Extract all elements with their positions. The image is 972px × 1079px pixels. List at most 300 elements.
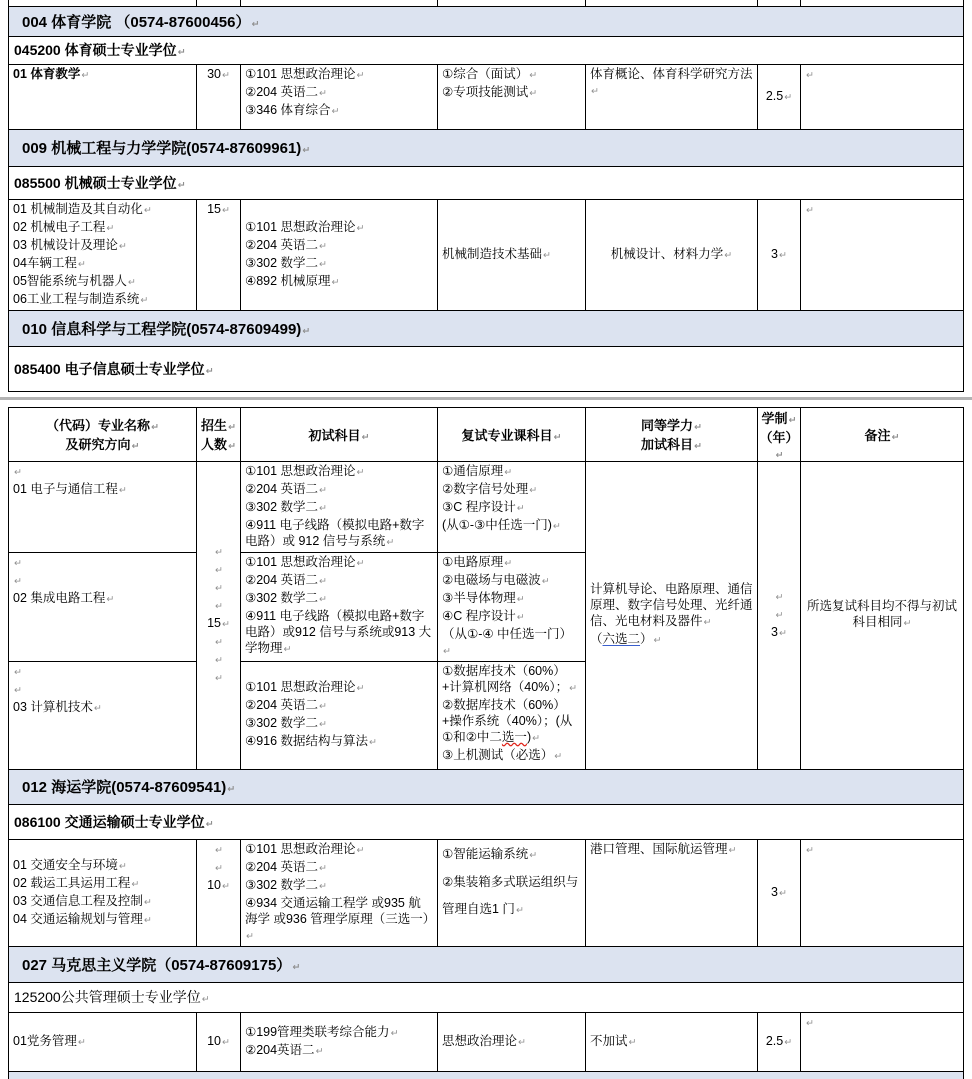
pilcrow-mark: ↵ (215, 547, 223, 558)
cell-text: ①101 思想政治理论 (245, 464, 356, 478)
cell-additional-exams (586, 839, 758, 946)
pilcrow-mark: ↵ (504, 467, 512, 478)
pilcrow-mark: ↵ (369, 737, 377, 748)
cell-line (442, 697, 581, 747)
pilcrow-mark: ↵ (319, 719, 327, 730)
cell-program (9, 552, 197, 661)
pilcrow-mark: ↵ (222, 619, 230, 630)
cell-text: 03 交通信息工程及控制 (13, 894, 143, 908)
cell-duration (758, 839, 801, 946)
pilcrow-mark: ↵ (357, 70, 365, 81)
cell-line (245, 102, 433, 120)
column-header-row (9, 407, 964, 461)
column-header-duration (758, 407, 801, 461)
pilcrow-mark: ↵ (516, 905, 524, 916)
cell-line (245, 1024, 433, 1042)
cell-text: （年） (759, 430, 798, 445)
pilcrow-mark: ↵ (106, 594, 114, 605)
cell-line (442, 84, 581, 102)
cell-line (201, 669, 236, 687)
cell-duration (758, 1012, 801, 1071)
admissions-table-upper (8, 0, 964, 392)
cell-line (14, 987, 959, 1007)
pilcrow-mark: ↵ (215, 845, 223, 856)
cell-text: 15 (207, 616, 221, 630)
cell-program (9, 461, 197, 552)
page-separator (0, 397, 972, 400)
pilcrow-mark: ↵ (178, 47, 186, 58)
program-subheader (9, 36, 964, 64)
column-header-quota (197, 407, 241, 461)
cell-line (13, 893, 192, 911)
cell-text: ③302 数学二 (245, 878, 318, 892)
cell-text: ①199管理类联考综合能力 (245, 1025, 390, 1039)
pilcrow-mark: ↵ (386, 537, 394, 548)
cell-line (442, 608, 581, 626)
pilcrow-mark: ↵ (140, 295, 148, 306)
cell-text: ②电磁场与电磁波 (442, 573, 541, 587)
cell-quota (197, 839, 241, 946)
pilcrow-mark: ↵ (704, 617, 712, 628)
cell-line (586, 415, 757, 434)
pilcrow-mark: ↵ (215, 863, 223, 874)
admissions-table-lower (8, 407, 964, 1079)
cell-line (245, 679, 433, 697)
cell-text: 086100 交通运输硕士专业学位 (14, 814, 205, 830)
cell-text: 3 (771, 247, 778, 261)
cell-line (197, 415, 240, 434)
pilcrow-mark: ↵ (178, 180, 186, 191)
cell-line (201, 859, 236, 877)
cell-retest-subjects (438, 839, 586, 946)
cell-quota (197, 199, 241, 310)
program-subheader (9, 982, 964, 1012)
cell-text: 012 海运学院(0574-87609541) (22, 779, 226, 796)
cell-line (13, 201, 192, 219)
cell-text: ④C 程序设计 (442, 609, 516, 623)
cell-line (201, 597, 236, 615)
pilcrow-mark: ↵ (284, 644, 292, 655)
cell-line (245, 733, 433, 751)
cell-text: 004 体育学院 （0574-87600456） (22, 14, 250, 31)
cell-notes (801, 839, 964, 946)
cell-text: （代码）专业名称 (46, 418, 150, 433)
cell-line (805, 841, 959, 859)
cell-line (201, 66, 236, 84)
cell-line (805, 598, 959, 632)
cell-additional-exams (586, 199, 758, 310)
cell-line (13, 681, 192, 699)
cell-line (9, 434, 196, 453)
cell-text: 01 机械制造及其自动化 (13, 202, 143, 216)
cell-line (13, 1033, 192, 1051)
pilcrow-mark: ↵ (357, 558, 365, 569)
cell-text: ②集装箱多式联运组织与管理自选1 门 (442, 875, 578, 916)
pilcrow-mark: ↵ (319, 881, 327, 892)
pilcrow-mark: ↵ (14, 558, 22, 569)
cell-line (197, 434, 240, 453)
pilcrow-mark: ↵ (776, 592, 784, 603)
cell-line (13, 219, 192, 237)
cell-retest-subjects (438, 1012, 586, 1071)
pilcrow-mark: ↵ (554, 751, 562, 762)
cell-text: ） (640, 632, 653, 646)
pilcrow-mark: ↵ (319, 594, 327, 605)
cell-text: 初试科目 (309, 428, 361, 443)
cell-initial-exams (241, 461, 438, 552)
cell-text: ①101 思想政治理论 (245, 842, 356, 856)
cell-text: 10 (207, 1034, 221, 1048)
section-header (9, 769, 964, 804)
pilcrow-mark: ↵ (119, 861, 127, 872)
cell-initial-exams (241, 839, 438, 946)
cell-duration (758, 199, 801, 310)
cell-line (201, 633, 236, 651)
pilcrow-mark: ↵ (784, 1037, 792, 1048)
cell-line (442, 481, 581, 499)
cell-retest-subjects (438, 199, 586, 310)
cell-line (22, 776, 959, 797)
cell-text: 体育概论、体育科学研究方法 (590, 67, 753, 81)
cell-text: 03 机械设计及理论 (13, 238, 118, 252)
cell-text: 10 (207, 878, 221, 892)
cell-quota (197, 461, 241, 769)
cell-text: 2.5 (766, 89, 783, 103)
cell-line (245, 66, 433, 84)
cell-text: ②数据库技术（60%）+操作系统（40%）；(从①和②中二 (442, 698, 572, 744)
cell-line (442, 869, 581, 924)
pilcrow-mark: ↵ (106, 223, 114, 234)
cell-quota (197, 1012, 241, 1071)
cell-line (245, 841, 433, 859)
pilcrow-mark: ↵ (131, 879, 139, 890)
cell-line (442, 841, 581, 869)
cell-line (245, 1042, 433, 1060)
cell-text: ③302 数学二 (245, 500, 318, 514)
pilcrow-mark: ↵ (14, 685, 22, 696)
cell-line (245, 590, 433, 608)
cell-line (245, 715, 433, 733)
cell-text: 思想政治理论 (442, 1034, 517, 1048)
pilcrow-mark: ↵ (517, 612, 525, 623)
cell-quota (197, 64, 241, 129)
cell-text: 01 体育教学 (13, 67, 80, 81)
pilcrow-mark: ↵ (319, 701, 327, 712)
cell-text: ①101 思想政治理论 (245, 680, 356, 694)
pilcrow-mark: ↵ (316, 1046, 324, 1057)
cell-text: ③302 数学二 (245, 591, 318, 605)
pilcrow-mark: ↵ (215, 673, 223, 684)
cell-text: 30 (207, 67, 221, 81)
column-header-additional-exams (586, 407, 758, 461)
cell-text: 学制 (762, 411, 788, 426)
cell-line (201, 201, 236, 219)
pilcrow-mark: ↵ (332, 106, 340, 117)
cell-line (245, 859, 433, 877)
pilcrow-mark: ↵ (543, 250, 551, 261)
pilcrow-mark: ↵ (654, 635, 662, 646)
cell-line (13, 237, 192, 255)
pilcrow-mark: ↵ (357, 467, 365, 478)
pilcrow-mark: ↵ (228, 422, 236, 433)
pilcrow-mark: ↵ (151, 422, 159, 433)
cell-program (9, 199, 197, 310)
pilcrow-mark: ↵ (357, 845, 365, 856)
cell-line (590, 631, 753, 649)
pilcrow-mark: ↵ (517, 594, 525, 605)
pilcrow-mark: ↵ (319, 485, 327, 496)
cell-line (201, 561, 236, 579)
cell-line (245, 273, 433, 291)
cell-line (590, 581, 753, 631)
cell-duration (758, 64, 801, 129)
pilcrow-mark: ↵ (215, 655, 223, 666)
cell-text: ①智能运输系统 (442, 847, 528, 861)
cell-text: 125200公共管理硕士专业学位 (14, 989, 201, 1005)
cell-line (442, 499, 581, 517)
pilcrow-mark: ↵ (569, 683, 577, 694)
cell-line (241, 425, 437, 444)
cell-text: ②204英语二 (245, 1043, 315, 1057)
cell-line (13, 66, 192, 84)
cell-line (442, 572, 581, 590)
section-header (9, 946, 964, 982)
cell-text: 同等学力 (641, 418, 693, 433)
cell-line (762, 1033, 796, 1051)
cell-program (9, 64, 197, 129)
pilcrow-mark: ↵ (806, 70, 814, 81)
cell-notes (801, 1012, 964, 1071)
cell-line (762, 588, 796, 606)
cell-line (442, 663, 581, 697)
pilcrow-mark: ↵ (779, 250, 787, 261)
program-subheader (9, 346, 964, 391)
cell-line (245, 697, 433, 715)
cell-text: 06工业工程与制造系统 (13, 292, 139, 306)
cell-line (590, 1033, 753, 1051)
pilcrow-mark: ↵ (784, 92, 792, 103)
cell-text: (从①-③中任选一门) (442, 518, 552, 532)
cell-line (13, 291, 192, 309)
cell-text: 港口管理、国际航运管理 (590, 842, 728, 856)
pilcrow-mark: ↵ (391, 1028, 399, 1039)
cell-text: ①通信原理 (442, 464, 503, 478)
cell-text: 05智能系统与机器人 (13, 274, 127, 288)
pilcrow-mark: ↵ (806, 1018, 814, 1029)
cell-text: ④934 交通运输工程学 或935 航海学 或936 管理学原理（三选一） (245, 896, 435, 926)
cell-initial-exams (241, 552, 438, 661)
column-header-notes (801, 407, 964, 461)
cell-text: ④892 机械原理 (245, 274, 331, 288)
cell-retest-subjects (438, 64, 586, 129)
cell-line (758, 427, 800, 461)
program-subheader (9, 166, 964, 199)
cell-text: 02 机械电子工程 (13, 220, 105, 234)
cell-text: ②204 英语二 (245, 860, 318, 874)
cell-text: ③上机测试（必选） (442, 748, 553, 762)
pilcrow-mark: ↵ (227, 784, 235, 795)
cell-line (758, 408, 800, 427)
cell-line (586, 434, 757, 453)
cell-line (442, 517, 581, 535)
pilcrow-mark: ↵ (94, 703, 102, 714)
cell-text: 009 机械工程与力学学院(0574-87609961) (22, 140, 301, 157)
cell-text: ①101 思想政治理论 (245, 555, 356, 569)
cell-text: ③302 数学二 (245, 716, 318, 730)
cell-text: 03 计算机技术 (13, 700, 93, 714)
pilcrow-mark: ↵ (206, 819, 214, 830)
cell-text: ①数据库技术（60%）+计算机网络（40%）； (442, 664, 568, 694)
pilcrow-mark: ↵ (806, 845, 814, 856)
pilcrow-mark: ↵ (779, 628, 787, 639)
pilcrow-mark: ↵ (332, 277, 340, 288)
pilcrow-mark: ↵ (222, 70, 230, 81)
cell-line (442, 66, 581, 84)
cell-program (9, 1012, 197, 1071)
pilcrow-mark: ↵ (529, 850, 537, 861)
cell-line (245, 219, 433, 237)
cell-text: 六选二 (603, 632, 641, 646)
cell-text: 招生 (201, 418, 227, 433)
pilcrow-mark: ↵ (529, 485, 537, 496)
pilcrow-mark: ↵ (144, 915, 152, 926)
pilcrow-mark: ↵ (443, 646, 451, 657)
cell-line (805, 1014, 959, 1032)
cell-line (13, 911, 192, 929)
pilcrow-mark: ↵ (292, 962, 300, 973)
cell-line (201, 615, 236, 633)
table-row (9, 199, 964, 310)
cell-line (442, 1033, 581, 1051)
column-header-retest-subjects (438, 407, 586, 461)
cell-text: ④911 电子线路（模拟电路+数字电路）或 912 信号与系统 (245, 518, 424, 548)
cell-line (590, 246, 753, 264)
cell-text: 010 信息科学与工程学院(0574-87609499) (22, 321, 301, 338)
pilcrow-mark: ↵ (776, 450, 784, 461)
cell-line (590, 841, 753, 859)
cell-initial-exams (241, 661, 438, 769)
cell-initial-exams (241, 1012, 438, 1071)
cell-text: ②数字信号处理 (442, 482, 528, 496)
cell-line (245, 481, 433, 499)
cell-retest-subjects (438, 661, 586, 769)
cell-line (201, 543, 236, 561)
table-row (9, 839, 964, 946)
pilcrow-mark: ↵ (228, 441, 236, 452)
cell-line (442, 626, 581, 660)
cell-text: 045200 体育硕士专业学位 (14, 42, 177, 58)
cell-line (762, 88, 796, 106)
cell-line (13, 875, 192, 893)
cell-program (9, 839, 197, 946)
cell-text: 01 交通安全与环境 (13, 858, 118, 872)
cell-notes (801, 199, 964, 310)
cell-line (245, 895, 433, 945)
pilcrow-mark: ↵ (81, 70, 89, 81)
cell-line (13, 463, 192, 481)
pilcrow-mark: ↵ (128, 277, 136, 288)
cell-text: 027 马克思主义学院（0574-87609175） (22, 957, 291, 974)
cell-line (13, 590, 192, 608)
cell-line (762, 606, 796, 624)
pilcrow-mark: ↵ (78, 1037, 86, 1048)
cell-line (805, 66, 959, 84)
pilcrow-mark: ↵ (319, 88, 327, 99)
pilcrow-mark: ↵ (591, 86, 599, 97)
cell-text: 01 电子与通信工程 (13, 482, 118, 496)
pilcrow-mark: ↵ (779, 888, 787, 899)
cell-text: 01党务管理 (13, 1034, 77, 1048)
pilcrow-mark: ↵ (222, 1037, 230, 1048)
cell-text: ②204 英语二 (245, 482, 318, 496)
cell-text: （ (590, 632, 603, 646)
cell-text: ④916 数据结构与算法 (245, 734, 368, 748)
cell-initial-exams (241, 64, 438, 129)
cell-line (245, 608, 433, 658)
cell-line (201, 841, 236, 859)
cell-notes (801, 64, 964, 129)
pilcrow-mark: ↵ (302, 145, 310, 156)
cell-line (201, 877, 236, 895)
pilcrow-mark: ↵ (215, 601, 223, 612)
cell-line (14, 812, 959, 832)
cell-text: 085500 机械硕士专业学位 (14, 175, 177, 191)
cell-line (762, 246, 796, 264)
cell-program (9, 661, 197, 769)
cell-text: 不加试 (590, 1034, 628, 1048)
pilcrow-mark: ↵ (132, 441, 140, 452)
cell-notes (801, 461, 964, 769)
pilcrow-mark: ↵ (504, 558, 512, 569)
pilcrow-mark: ↵ (251, 19, 259, 30)
cell-line (13, 481, 192, 499)
cell-text: 及研究方向 (66, 437, 131, 452)
pilcrow-mark: ↵ (222, 881, 230, 892)
cell-retest-subjects (438, 552, 586, 661)
column-header-initial-exams (241, 407, 438, 461)
next-section-band (9, 1071, 964, 1079)
cell-line (22, 954, 959, 975)
pilcrow-mark: ↵ (144, 897, 152, 908)
cell-text: ③C 程序设计 (442, 500, 516, 514)
pilcrow-mark: ↵ (806, 205, 814, 216)
pilcrow-mark: ↵ (206, 366, 214, 377)
cell-line (245, 517, 433, 551)
pilcrow-mark: ↵ (202, 994, 210, 1005)
pilcrow-mark: ↵ (319, 863, 327, 874)
pilcrow-mark: ↵ (518, 1037, 526, 1048)
cell-line (13, 273, 192, 291)
pilcrow-mark: ↵ (357, 223, 365, 234)
cell-line (442, 590, 581, 608)
cell-text: ④911 电子线路（模拟电路+数字电路）或912 信号与系统或913 大学物理 (245, 609, 431, 655)
cell-line (22, 318, 959, 339)
cell-line (442, 246, 581, 264)
pilcrow-mark: ↵ (517, 503, 525, 514)
cell-line (245, 255, 433, 273)
pilcrow-mark: ↵ (119, 241, 127, 252)
cell-line (13, 572, 192, 590)
cell-text: ②204 英语二 (245, 573, 318, 587)
pilcrow-mark: ↵ (694, 422, 702, 433)
cell-additional-exams (586, 64, 758, 129)
pilcrow-mark: ↵ (222, 205, 230, 216)
cell-line (590, 66, 753, 100)
cell-line (13, 663, 192, 681)
cell-line (442, 463, 581, 481)
table-row (9, 1012, 964, 1071)
cell-duration (758, 461, 801, 769)
